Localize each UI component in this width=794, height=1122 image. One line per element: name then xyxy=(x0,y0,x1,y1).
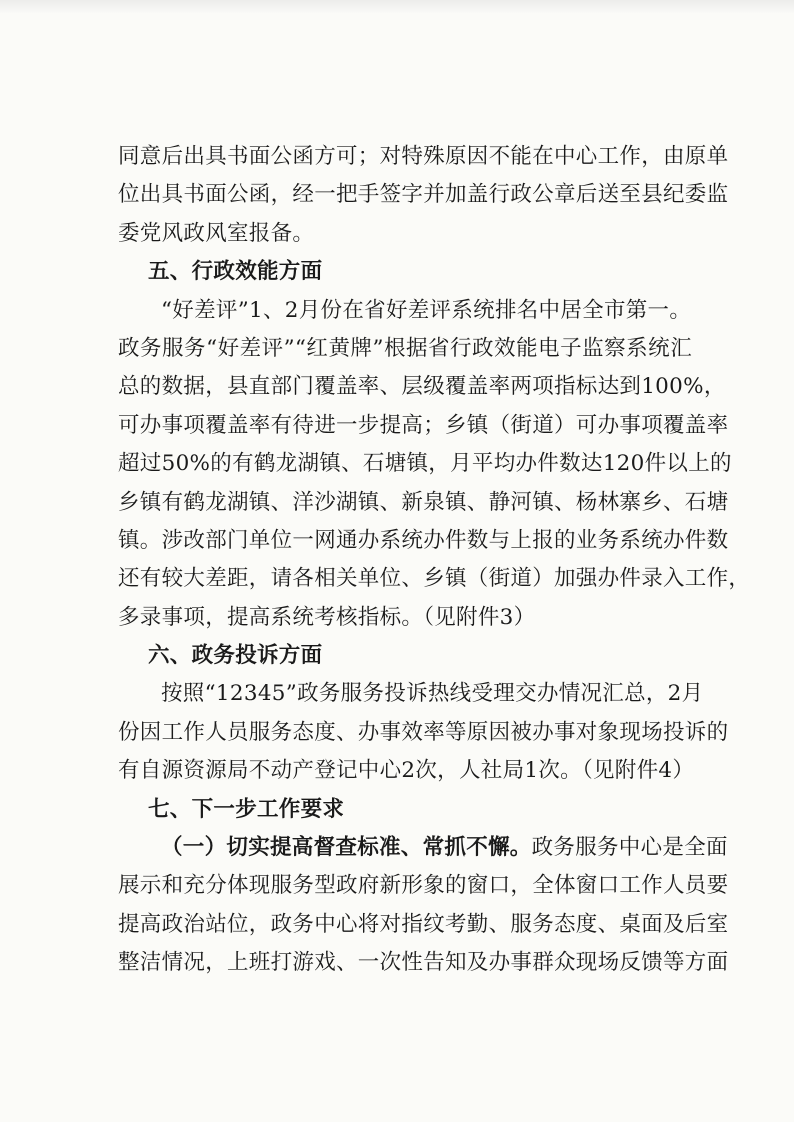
text-line: 乡镇有鹤龙湖镇、洋沙湖镇、新泉镇、静河镇、杨林寨乡、石塘 xyxy=(118,489,729,515)
section-heading-efficiency: 五、行政效能方面 xyxy=(148,259,323,285)
paragraph-complaints xyxy=(118,675,729,790)
paragraph-efficiency xyxy=(118,292,751,638)
text-line: 位出具书面公函，经一把手签字并加盖行政公章后送至县纪委监 xyxy=(118,182,729,208)
paragraph-intro xyxy=(118,138,729,253)
subheading-inline: （一）切实提高督查标准、常抓不懈。 xyxy=(161,835,532,861)
text-line: 委党风政风室报备。 xyxy=(118,220,315,246)
text-line: 总的数据，县直部门覆盖率、层级覆盖率两项指标达到100%， xyxy=(118,374,726,400)
text-line: 超过50%的有鹤龙湖镇、石塘镇，月平均办件数达120件以上的 xyxy=(118,451,732,477)
section-heading-complaints: 六、政务投诉方面 xyxy=(148,643,323,669)
text-line: 可办事项覆盖率有待进一步提高；乡镇（街道）可办事项覆盖率 xyxy=(118,412,729,438)
text-line: 同意后出具书面公函方可；对特殊原因不能在中心工作，由原单 xyxy=(118,144,729,169)
text-line: “好差评”1、2月份在省好差评系统排名中居全市第一。 xyxy=(161,297,692,323)
text-run: 政务服务中心是全面 xyxy=(531,835,728,861)
document-body xyxy=(118,138,751,983)
text-line: 按照“12345”政务服务投诉热线受理交办情况汇总，2月 xyxy=(161,681,704,707)
section-heading-next-steps: 七、下一步工作要求 xyxy=(148,796,345,822)
text-line: 有自源资源局不动产登记中心2次，人社局1次。（见附件4） xyxy=(118,758,695,784)
text-line: 提高政治站位，政务中心将对指纹考勤、服务态度、桌面及后室 xyxy=(118,911,729,937)
text-line: 镇。涉改部门单位一网通办系统办件数与上报的业务系统办件数 xyxy=(118,527,729,553)
text-line xyxy=(118,829,728,867)
text-line: 还有较大差距，请各相关单位、乡镇（街道）加强办件录入工作， xyxy=(118,566,751,592)
text-line: 政务服务“好差评”“红黄牌”根据省行政效能电子监察系统汇 xyxy=(118,335,692,361)
text-line: 整洁情况，上班打游戏、一次性告知及办事群众现场反馈等方面 xyxy=(118,950,729,976)
scan-top-edge xyxy=(0,0,794,14)
paragraph-next-steps xyxy=(118,829,729,983)
text-line: 展示和充分体现服务型政府新形象的窗口，全体窗口工作人员要 xyxy=(118,873,729,899)
text-line: 多录事项，提高系统考核指标。（见附件3） xyxy=(118,604,536,630)
text-line: 份因工作人员服务态度、办事效率等原因被办事对象现场投诉的 xyxy=(118,719,729,745)
